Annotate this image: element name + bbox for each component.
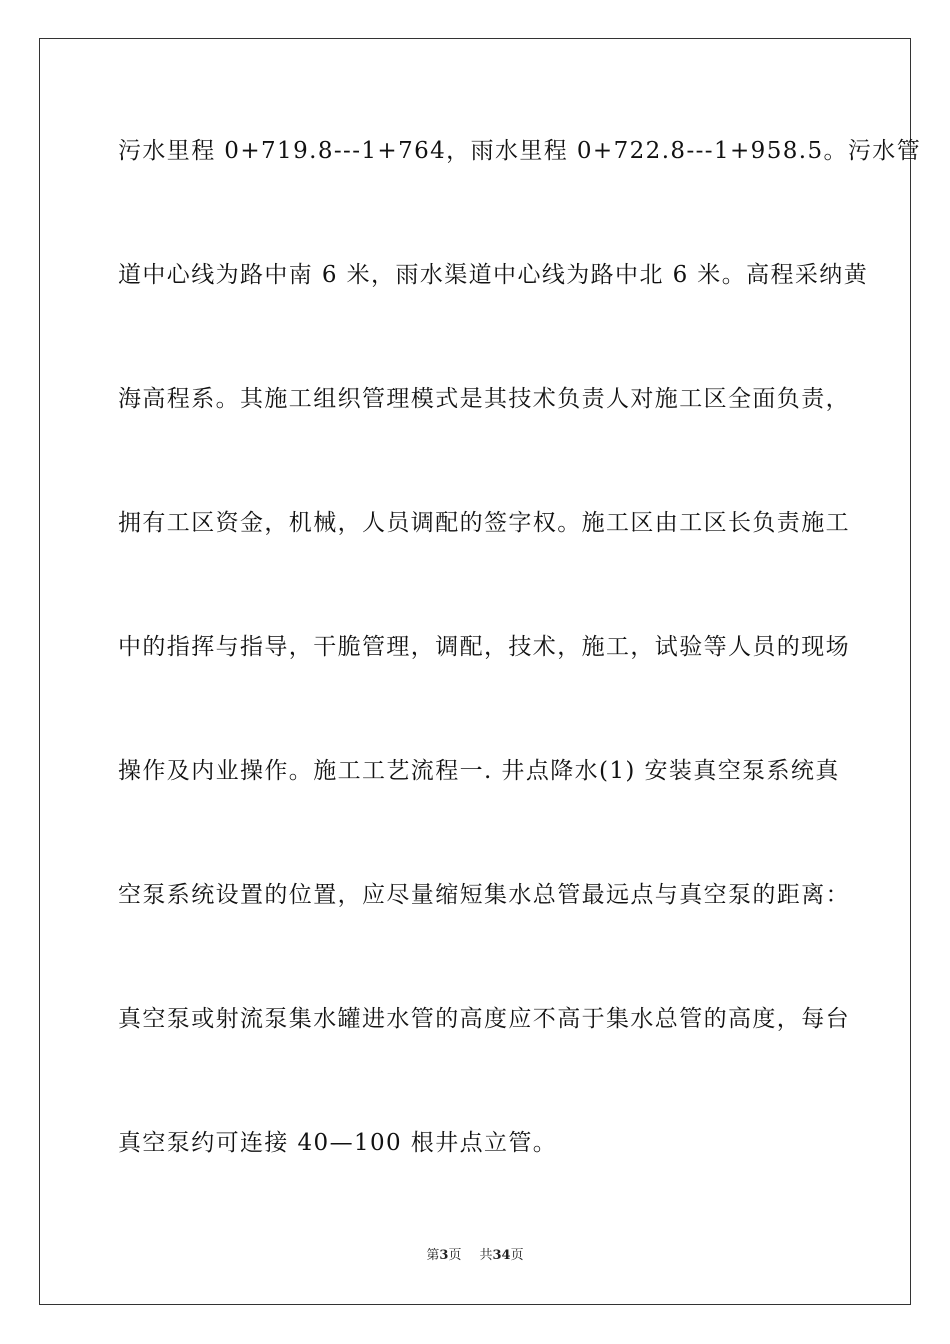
text-line: 中的指挥与指导，干脆管理，调配，技术，施工，试验等人员的现场 <box>118 634 850 660</box>
text-line: 海高程系。其施工组织管理模式是其技术负责人对施工区全面负责， <box>118 386 850 412</box>
text-line: 道中心线为路中南 6 米，雨水渠道中心线为路中北 6 米。高程采纳黄 <box>118 262 869 288</box>
text-line: 拥有工区资金，机械，人员调配的签字权。施工区由工区长负责施工 <box>118 510 850 536</box>
text-line: 污水里程 0+719.8---1+764，雨水里程 0+722.8---1+958.5。污水管 <box>118 138 922 164</box>
text-line: 空泵系统设置的位置，应尽量缩短集水总管最远点与真空泵的距离： <box>118 882 850 908</box>
footer-page-suffix: 页 <box>448 1248 462 1263</box>
text-line: 操作及内业操作。施工工艺流程一. 井点降水(1) 安装真空泵系统真 <box>118 758 840 784</box>
page-border <box>39 38 922 1305</box>
footer-total-suffix: 页 <box>510 1248 524 1263</box>
footer-total-prefix: 共 <box>479 1248 493 1263</box>
text-line: 真空泵约可连接 40—100 根井点立管。 <box>118 1130 558 1156</box>
text-line: 真空泵或射流泵集水罐进水管的高度应不高于集水总管的高度，每台 <box>118 1006 850 1032</box>
footer-page-prefix: 第 <box>426 1248 440 1263</box>
footer-page-number: 3 <box>439 1248 449 1263</box>
footer-total-pages: 34 <box>492 1248 511 1263</box>
page-footer <box>0 1246 950 1266</box>
